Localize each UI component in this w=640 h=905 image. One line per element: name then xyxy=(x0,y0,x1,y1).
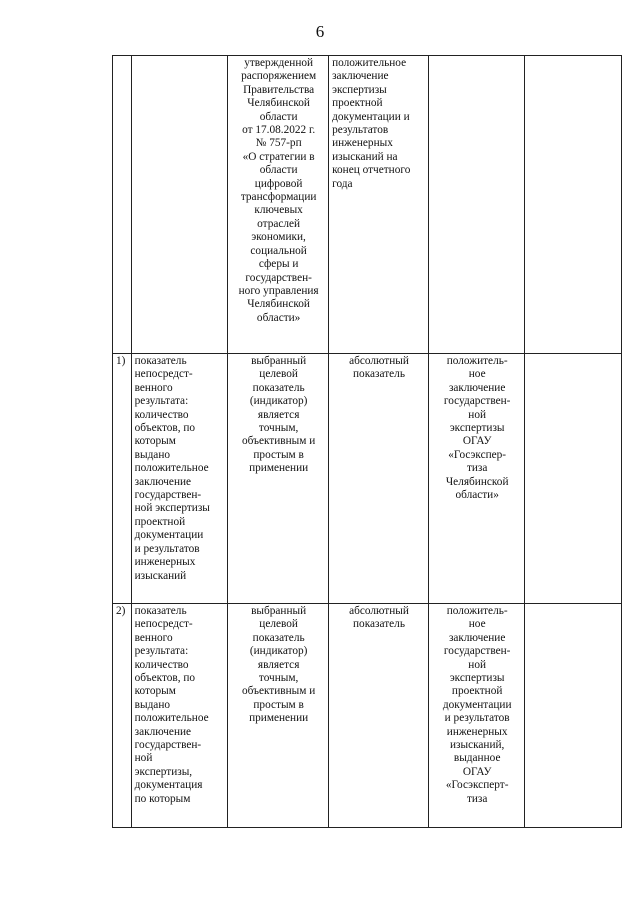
table-row xyxy=(113,604,622,828)
indicator-name-cell xyxy=(131,56,228,354)
row-number-cell: 1) xyxy=(113,354,132,604)
empty-cell xyxy=(525,354,622,604)
data-source-cell: положитель- ное заключение государствен- ной экспертизы ОГАУ «Госэкспер- тиза Челябинской области» xyxy=(428,354,525,604)
row-number-cell: 2) xyxy=(113,604,132,828)
justification-cell: утвержденной распоряжением Правительства Челябинской области от 17.08.2022 г. № 757-рп «О стратегии в области цифровой трансформации ключевых отраслей экономики, социальной сферы и государствен- ного управления Челябинской области» xyxy=(228,56,329,354)
justification-cell: выбранный целевой показатель (индикатор) является точным, объективным и простым в применении xyxy=(228,604,329,828)
indicator-table xyxy=(112,55,622,828)
page-number: 6 xyxy=(315,22,325,41)
empty-cell xyxy=(525,604,622,828)
table-row xyxy=(113,56,622,354)
table-row xyxy=(113,354,622,604)
empty-cell xyxy=(525,56,622,354)
indicator-name-cell: показатель непосредст- венного результата: количество объектов, по которым выдано положительное заключение государствен- ной экспертизы проектной документации и результатов инженерных изысканий xyxy=(131,354,228,604)
justification-cell: выбранный целевой показатель (индикатор) является точным, объективным и простым в применении xyxy=(228,354,329,604)
data-source-cell: положитель- ное заключение государствен- ной экспертизы проектной документации и результатов инженерных изысканий, выданное ОГАУ «Госэксперт- тиза xyxy=(428,604,525,828)
indicator-type-cell: абсолютный показатель xyxy=(329,604,429,828)
row-number-cell xyxy=(113,56,132,354)
indicator-type-cell: абсолютный показатель xyxy=(329,354,429,604)
indicator-name-cell: показатель непосредст- венного результата: количество объектов, по которым выдано положительное заключение государствен- ной экспертизы, документация по которым xyxy=(131,604,228,828)
indicator-type-cell: положительное заключение экспертизы проектной документации и результатов инженерных изысканий на конец отчетного года xyxy=(329,56,429,354)
data-source-cell xyxy=(428,56,525,354)
